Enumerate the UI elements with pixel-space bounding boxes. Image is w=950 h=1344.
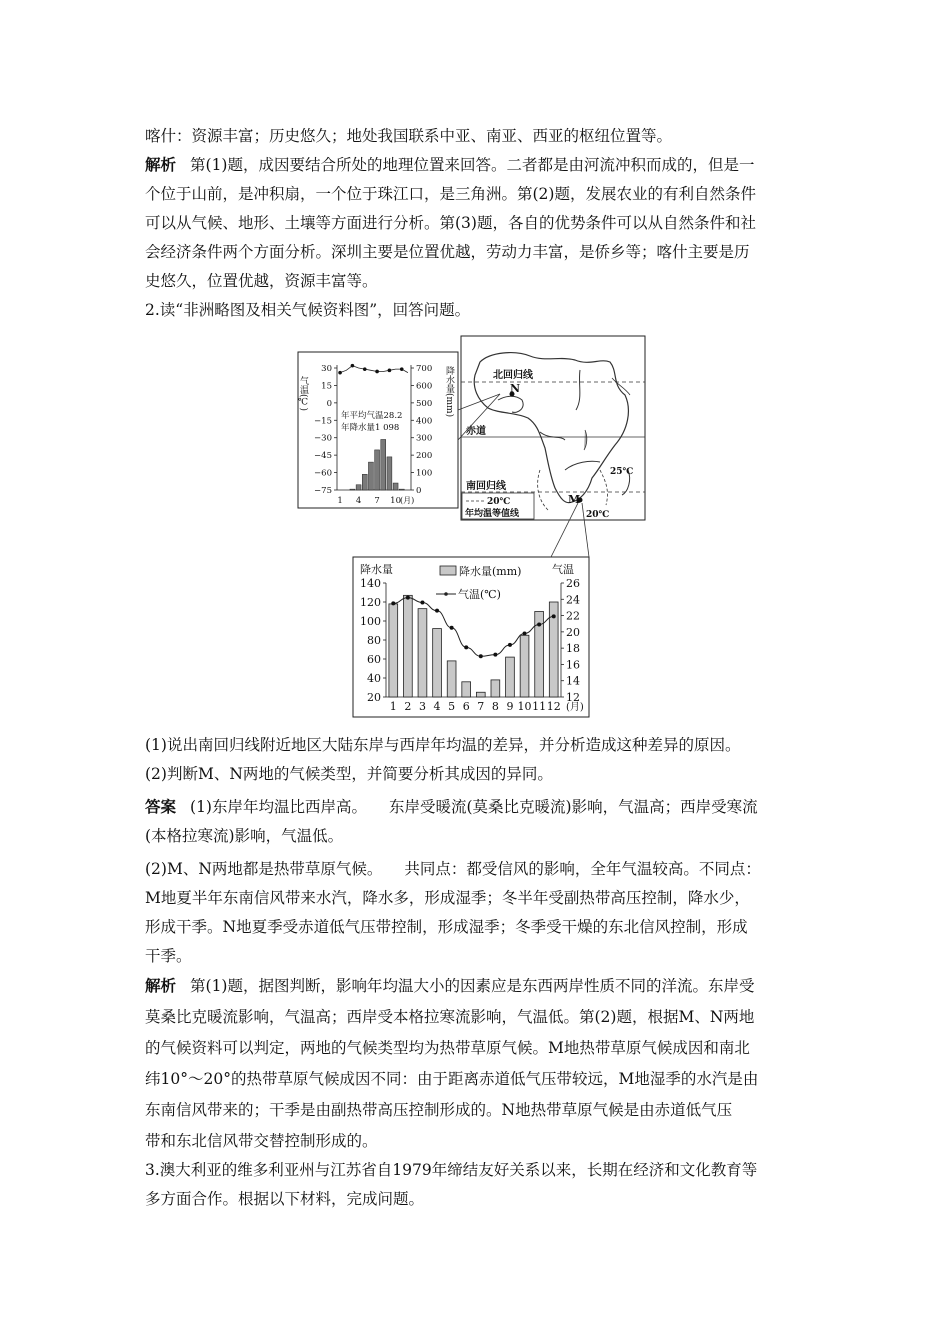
text-line: (2)M、N两地都是热带草原气候。 [145,860,383,878]
n-left-tick-label: −75 [314,486,332,496]
m-x-tick-label: 5 [448,700,456,713]
n-precip-axis-label: 降水量(mm) [444,366,454,418]
m-precip-bar [433,629,442,697]
m-right-tick-label: 16 [566,658,580,672]
question-title: 2.读“非洲略图及相关气候资料图”，回答问题。 [145,301,471,319]
text-line: 莫桑比克暖流影响，气温高；西岸受本格拉寒流影响，气温低。第(2)题，根据M、N两地 [145,1008,755,1026]
m-x-tick-label: 9 [506,700,514,713]
m-precip-axis-label: 降水量 [360,563,393,576]
m-precip-bar [520,635,529,697]
n-precip-bar [368,462,373,490]
text-line: 带和东北信风带交替控制形成的。 [145,1132,378,1150]
m-temp-point [493,653,497,657]
n-right-tick-label: 0 [416,486,422,496]
n-temp-point [388,369,392,373]
n-temp-point [375,370,379,374]
n-temp-axis-label: 气温(℃) [298,376,308,412]
n-right-tick-label: 500 [416,398,433,409]
m-temp-point [479,654,483,658]
legend-temp-label: 气温(℃) [458,588,501,601]
text-line: 个位于山前，是冲积扇，一个位于珠江口，是三角洲。第(2)题，发展农业的有利自然条件 [145,185,756,203]
m-x-tick-label: 6 [462,700,470,713]
isotherm-20-right-label: 20℃ [586,510,610,520]
m-right-tick-label: 18 [566,642,580,656]
m-temp-point [391,601,395,605]
n-precip-bar [375,450,380,490]
text-line: 史悠久，位置优越，资源丰富等。 [145,272,378,290]
m-temp-point [435,609,439,613]
analysis-paragraph-2 [145,976,810,996]
m-precip-bar [476,692,485,697]
m-x-tick-label: 4 [433,700,441,713]
n-x-tick-label: 7 [374,496,380,506]
m-left-tick-label: 80 [367,634,381,647]
m-x-unit: (月) [566,702,584,713]
n-precip-bar [350,489,355,490]
analysis-paragraph [145,155,810,175]
n-annual-temp: 年平均气温28.2 [341,411,403,421]
legend-precip-swatch [440,566,456,575]
text-line: 东南信风带来的；干季是由副热带高压控制形成的。N地热带草原气候是由赤道低气压 [145,1101,733,1119]
m-precip-bar [389,604,398,697]
m-temp-line [393,598,553,657]
m-right-tick-label: 26 [566,577,580,590]
n-precip-bar [356,485,361,490]
m-left-tick-label: 140 [360,577,381,590]
m-x-tick-label: 11 [532,700,547,713]
m-precip-bar [491,680,500,697]
text-line: M地夏半年东南信风带来水汽，降水多，形成湿季；冬半年受副热带高压控制，降水少， [145,889,750,907]
n-x-tick-label: 4 [355,496,362,506]
isotherm-25-label: 25℃ [610,467,634,477]
m-right-tick-label: 24 [566,593,580,607]
m-x-tick-label: 2 [404,700,412,713]
text-line: 可以从气候、地形、土壤等方面进行分析。第(3)题，各自的优势条件可以从自然条件和社 [145,214,756,232]
m-x-tick-label: 10 [517,700,532,713]
text-line: 形成干季。N地夏季受赤道低气压带控制，形成湿季；冬季受干燥的东北信风控制，形成 [145,918,748,936]
question-1: (1)说出南回归线附近地区大陆东岸与西岸年均温的差异，并分析造成这种差异的原因。 [145,736,741,754]
m-temp-point [508,643,512,647]
n-temp-point [338,371,342,375]
m-chart [360,562,584,713]
n-right-tick-label: 600 [416,381,433,392]
text-line: 第(1)题，据图判断，影响年均温大小的因素应是东西两岸性质不同的洋流。东岸受 [190,977,755,995]
question-2: (2)判断M、N两地的气候类型，并简要分析其成因的异同。 [145,765,553,783]
africa-climate-figure [296,334,652,718]
n-left-tick-label: −60 [314,468,332,479]
m-precip-bar [462,682,471,697]
africa-map [458,353,645,557]
text-line: 纬10°～20°的热带草原气候成因不同：由于距离赤道低气压带较远，M地湿季的水汽是由 [145,1070,759,1088]
n-temp-line [340,366,408,373]
m-left-tick-label: 40 [367,672,381,685]
m-x-tick-label: 3 [418,700,426,713]
m-temp-point [537,623,541,627]
text-line: 干季。 [145,947,192,965]
text-line: 第(1)题，成因要结合所处的地理位置来回答。二者都是由河流冲积而成的，但是一 [190,156,755,174]
m-x-tick-label: 8 [491,700,499,713]
n-temp-point [363,367,367,371]
n-precip-bar [399,489,404,490]
m-precip-bar [418,609,427,697]
m-left-tick-label: 100 [360,615,381,628]
point-m-label: M [568,493,581,506]
m-right-tick-label: 14 [566,674,580,688]
n-x-unit: (月) [400,496,415,505]
isotherm-20-west [538,470,548,510]
n-right-tick-label: 700 [416,364,433,374]
south-tropic-label: 南回归线 [466,481,506,492]
text-line: (1)东岸年均温比西岸高。 [190,798,367,816]
m-precip-bar [506,657,515,697]
legend-iso-value: 20℃ [487,497,511,507]
answer-line [145,859,810,879]
text-line: 喀什：资源丰富；历史悠久；地处我国联系中亚、南亚、西亚的枢纽位置等。 [145,127,673,145]
n-precip-bar [387,457,392,490]
n-precip-bar [393,483,398,490]
analysis-label: 解析 [145,156,177,174]
n-right-tick-label: 100 [416,468,433,479]
m-right-tick-label: 22 [566,609,580,623]
answer-label: 答案 [145,798,177,816]
n-temp-point [351,364,355,368]
n-precip-bar [381,439,386,490]
n-left-tick-label: −15 [314,416,332,427]
m-temp-point [420,601,424,605]
n-annual-precip: 年降水量1 098 [341,423,400,433]
m-precip-bar [404,595,413,697]
m-temp-point [406,596,410,600]
text-line: 的气候资料可以判定，两地的气候类型均为热带草原气候。M地热带草原气候成因和南北 [145,1039,750,1057]
m-right-tick-label: 20 [566,625,580,639]
equator-label: 赤道 [466,426,486,437]
m-temp-point [450,626,454,630]
m-right-tick-label: 12 [566,691,580,704]
answer-paragraph [145,797,810,817]
legend-iso-label: 年均温等值线 [465,509,520,519]
m-precip-bar [447,661,456,697]
n-right-tick-label: 200 [416,451,433,462]
m-left-tick-label: 60 [367,653,381,666]
question-3: 3.澳大利亚的维多利亚州与江苏省自1979年缔结友好关系以来，长期在经济和文化教育等 [145,1161,758,1179]
m-x-tick-label: 1 [389,700,397,713]
m-temp-axis-label: 气温 [552,563,574,576]
n-left-tick-label: −30 [314,433,332,444]
n-right-tick-label: 400 [416,416,433,427]
text-line: 东岸受暖流(莫桑比克暖流)影响，气温高；西岸受寒流 [388,798,758,816]
n-left-tick-label: 15 [321,381,332,392]
legend-precip-label: 降水量(mm) [459,565,522,578]
isotherm-25-east [600,470,607,505]
text-line: 共同点：都受信风的影响，全年气温较高。不同点： [404,860,761,878]
m-temp-point [552,614,556,618]
point-n-label: N [510,382,521,395]
m-x-tick-label: 7 [477,700,485,713]
analysis-label: 解析 [145,977,177,995]
n-left-tick-label: 0 [326,398,332,409]
n-precip-bar [362,474,367,490]
n-left-tick-label: 30 [321,364,332,374]
m-left-tick-label: 120 [360,596,381,609]
m-x-tick-label: 12 [546,700,561,713]
text-line: 会经济条件两个方面分析。深圳主要是位置优越，劳动力丰富，是侨乡等；喀什主要是历 [145,243,750,261]
m-temp-point [464,645,468,649]
north-tropic-label: 北回归线 [493,370,533,381]
m-temp-point [523,631,527,635]
text-line: 多方面合作。根据以下材料，完成问题。 [145,1190,425,1208]
n-chart [298,364,455,506]
n-temp-point [400,367,404,371]
text-line: (本格拉寒流)影响，气温低。 [145,827,344,845]
n-x-tick-label: 10 [390,496,401,506]
m-left-tick-label: 20 [367,691,381,704]
n-right-tick-label: 300 [416,433,433,444]
n-x-tick-label: 1 [337,496,343,506]
n-left-tick-label: −45 [314,451,332,462]
